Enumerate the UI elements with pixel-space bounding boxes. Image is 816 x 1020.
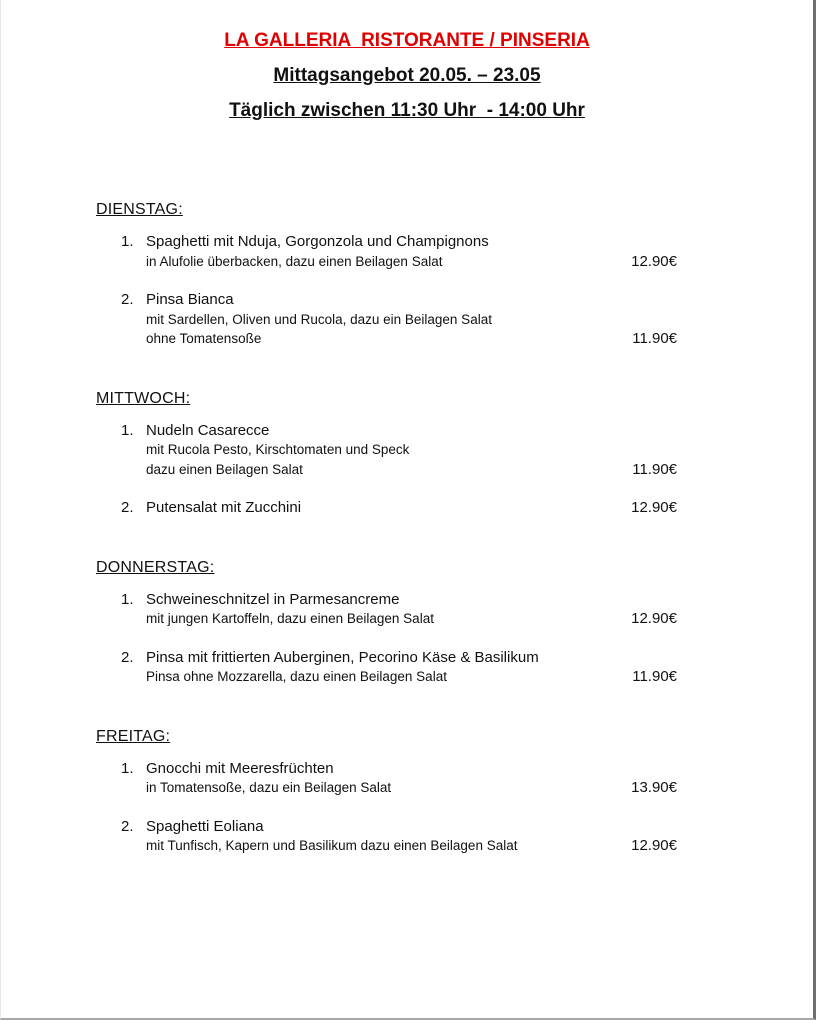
item-text bbox=[96, 817, 517, 856]
item-number: 2. bbox=[121, 291, 134, 308]
menu-item bbox=[96, 498, 718, 518]
section-dienstag bbox=[96, 200, 718, 349]
document-header bbox=[96, 0, 718, 122]
menu-item bbox=[96, 590, 718, 629]
menu-item bbox=[96, 817, 718, 856]
dish-title: Gnocchi mit Meeresfrüchten bbox=[146, 759, 334, 777]
dish-description: mit Rucola Pesto, Kirschtomaten und Speck bbox=[146, 442, 410, 457]
menu-item bbox=[96, 421, 718, 480]
item-lines bbox=[146, 817, 517, 856]
day-heading: MITTWOCH: bbox=[96, 389, 191, 407]
section-donnerstag bbox=[96, 558, 718, 687]
dish-description: dazu einen Beilagen Salat bbox=[146, 461, 303, 477]
dish-title: Nudeln Casarecce bbox=[146, 421, 270, 439]
dish-price: 11.90€ bbox=[632, 460, 677, 478]
dish-price: 12.90€ bbox=[631, 499, 677, 516]
menu-item bbox=[96, 648, 718, 687]
section-freitag bbox=[96, 727, 718, 856]
day-heading: DONNERSTAG: bbox=[96, 558, 215, 576]
dish-price: 11.90€ bbox=[632, 330, 677, 347]
item-text bbox=[96, 421, 409, 480]
dish-price: 11.90€ bbox=[632, 668, 677, 685]
dish-title: Spaghetti Eoliana bbox=[146, 817, 264, 835]
item-number: 2. bbox=[121, 648, 134, 666]
dish-description: ohne Tomatensoße bbox=[146, 331, 262, 346]
item-lines bbox=[146, 290, 492, 349]
item-lines bbox=[146, 590, 434, 629]
item-number: 1. bbox=[121, 233, 134, 250]
dish-price: 12.90€ bbox=[631, 837, 677, 854]
menu-item bbox=[96, 759, 718, 798]
item-lines bbox=[146, 498, 301, 518]
day-heading: DIENSTAG: bbox=[96, 201, 183, 218]
item-text bbox=[96, 290, 492, 349]
item-number: 2. bbox=[121, 499, 134, 516]
menu-serving-hours: Täglich zwischen 11:30 Uhr - 14:00 Uhr bbox=[229, 100, 585, 121]
dish-description: mit Sardellen, Oliven und Rucola, dazu ein Beilagen Salat bbox=[146, 311, 492, 327]
item-lines bbox=[146, 648, 539, 687]
menu-body bbox=[96, 200, 718, 856]
dish-title: Pinsa mit frittierten Auberginen, Pecorino Käse & Basilikum bbox=[146, 648, 539, 666]
dish-title: Pinsa Bianca bbox=[146, 291, 234, 308]
item-number: 1. bbox=[121, 590, 134, 608]
dish-description: mit Tunfisch, Kapern und Basilikum dazu einen Beilagen Salat bbox=[146, 838, 518, 853]
page-content bbox=[1, 0, 813, 856]
dish-description: in Tomatensoße, dazu ein Beilagen Salat bbox=[146, 780, 392, 795]
menu-item bbox=[96, 290, 718, 349]
item-text bbox=[96, 590, 434, 629]
dish-description: in Alufolie überbacken, dazu einen Beilagen Salat bbox=[146, 253, 443, 269]
item-lines bbox=[146, 759, 391, 798]
item-text bbox=[96, 759, 391, 798]
menu-date-range: Mittagsangebot 20.05. – 23.05 bbox=[273, 65, 541, 86]
dish-price: 12.90€ bbox=[631, 252, 677, 270]
item-lines bbox=[146, 232, 489, 271]
item-lines bbox=[146, 421, 409, 480]
item-number: 1. bbox=[121, 421, 134, 439]
item-text bbox=[96, 648, 539, 687]
dish-price: 13.90€ bbox=[631, 779, 677, 796]
dish-title: Spaghetti mit Nduja, Gorgonzola und Champignons bbox=[146, 233, 489, 250]
dish-description: mit jungen Kartoffeln, dazu einen Beilagen Salat bbox=[146, 611, 434, 626]
dish-title: Schweineschnitzel in Parmesancreme bbox=[146, 590, 400, 608]
menu-item bbox=[96, 232, 718, 271]
item-text bbox=[96, 232, 489, 271]
restaurant-title: LA GALLERIA RISTORANTE / PINSERIA bbox=[224, 30, 590, 51]
section-mittwoch bbox=[96, 389, 718, 518]
dish-price: 12.90€ bbox=[631, 610, 677, 627]
dish-title: Putensalat mit Zucchini bbox=[146, 499, 302, 516]
item-number: 1. bbox=[121, 759, 134, 777]
day-heading: FREITAG: bbox=[96, 727, 171, 745]
item-number: 2. bbox=[121, 817, 134, 835]
item-text bbox=[96, 498, 301, 518]
dish-description: Pinsa ohne Mozzarella, dazu einen Beilagen Salat bbox=[146, 669, 447, 684]
